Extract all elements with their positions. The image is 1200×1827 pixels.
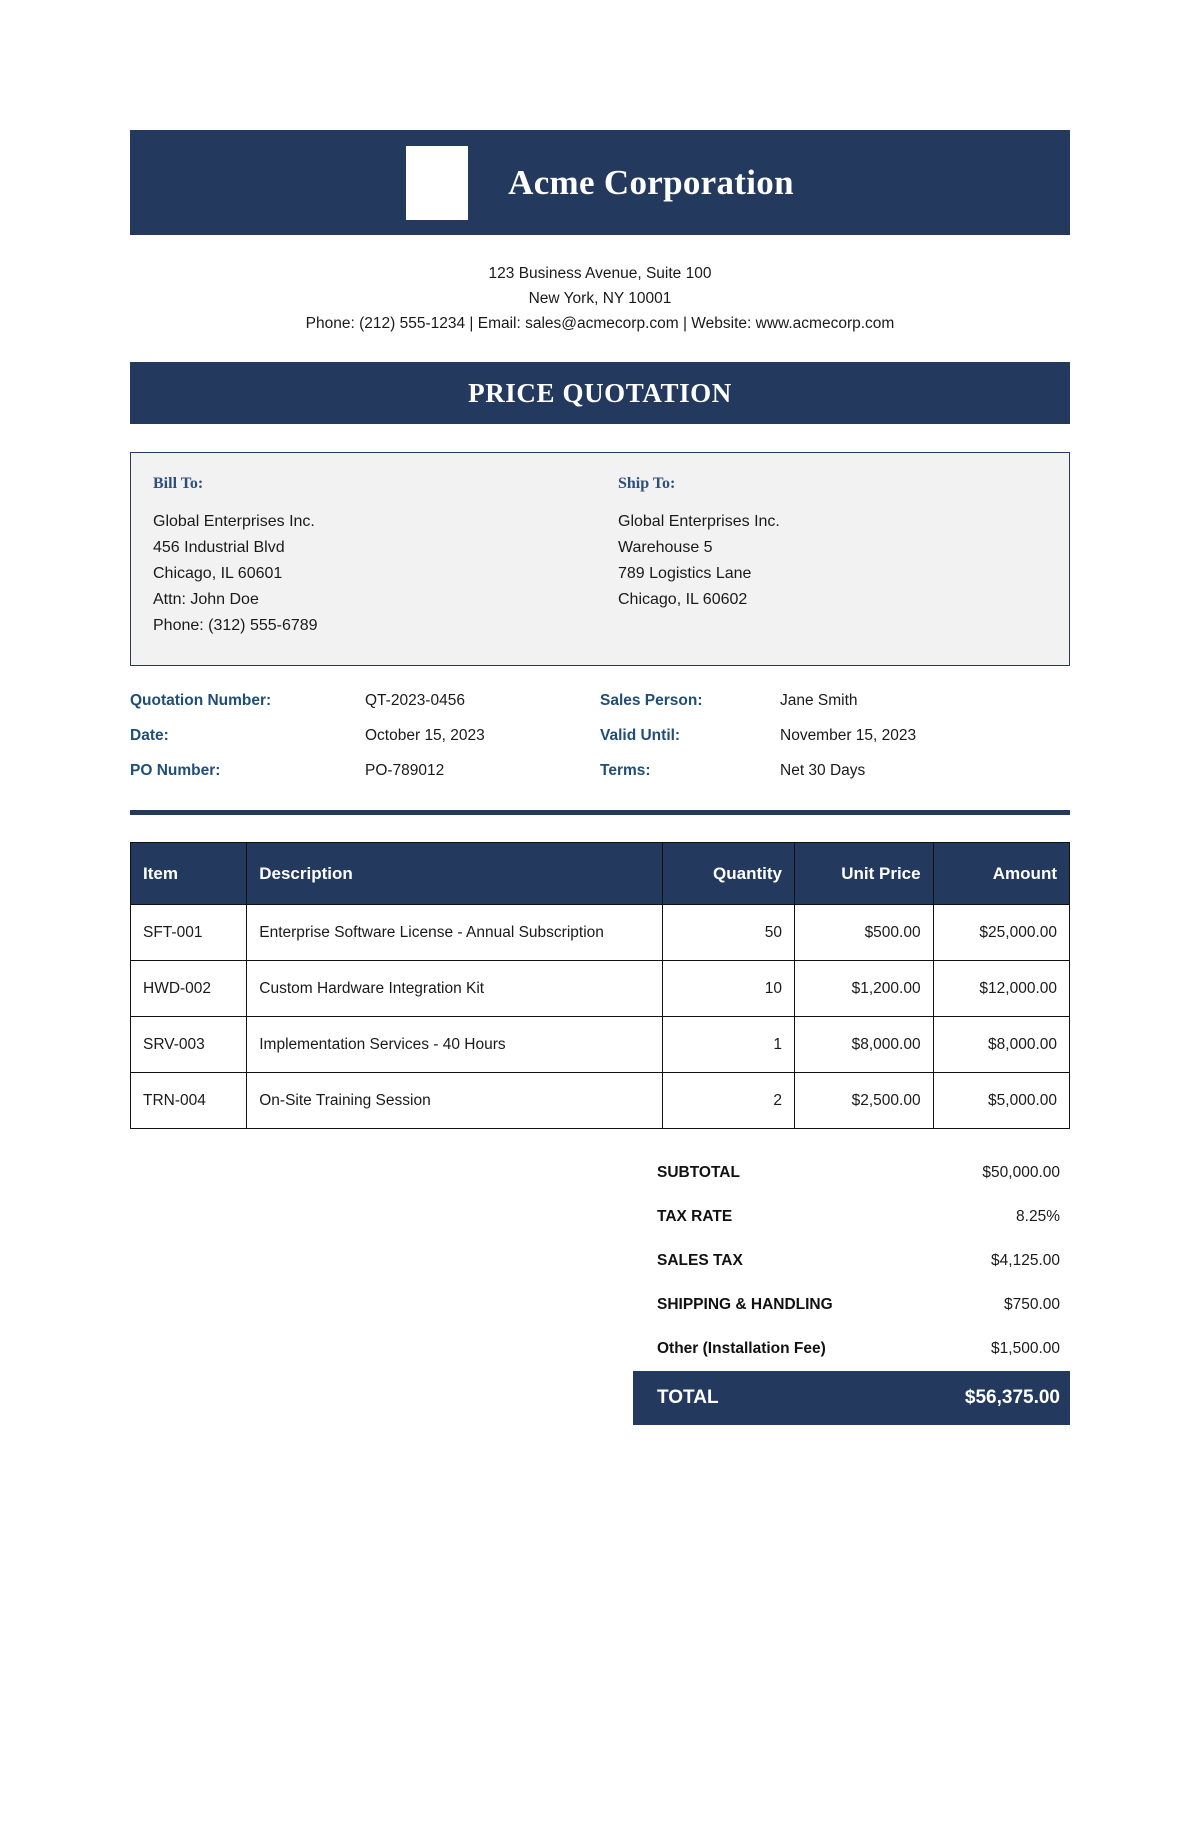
- ship-to-label: Ship To:: [618, 475, 676, 492]
- cell-unit-price: $8,000.00: [794, 1017, 933, 1073]
- table-row: [131, 905, 1070, 961]
- grand-total-value: $56,375.00: [964, 1387, 1060, 1408]
- totals-value: $50,000.00: [982, 1164, 1060, 1181]
- meta-value: November 15, 2023: [780, 727, 917, 744]
- company-address-line2: New York, NY 10001: [528, 290, 672, 307]
- section-divider: [130, 810, 1070, 815]
- cell-amount: $25,000.00: [933, 905, 1069, 961]
- bill-to-line: Global Enterprises Inc.: [153, 513, 315, 530]
- totals-value: $4,125.00: [991, 1252, 1060, 1269]
- company-address-line1: 123 Business Avenue, Suite 100: [488, 265, 712, 282]
- totals-row-subtotal: [633, 1151, 1070, 1195]
- totals-label: SHIPPING & HANDLING: [657, 1296, 833, 1313]
- cell-unit-price: $1,200.00: [794, 961, 933, 1017]
- cell-item: HWD-002: [131, 961, 247, 1017]
- meta-label: PO Number:: [130, 762, 221, 779]
- meta-label: Valid Until:: [600, 727, 681, 744]
- cell-description: Implementation Services - 40 Hours: [247, 1017, 663, 1073]
- company-contact-line: Phone: (212) 555-1234 | Email: sales@acmecorp.com | Website: www.acmecorp.com: [305, 315, 895, 332]
- column-header-quantity: Quantity: [663, 843, 795, 905]
- cell-description: Enterprise Software License - Annual Subscription: [247, 905, 663, 961]
- column-header-unit-price: Unit Price: [794, 843, 933, 905]
- line-items-table: [130, 842, 1070, 1129]
- bill-to-label: Bill To:: [153, 475, 204, 492]
- bill-to-block: [153, 475, 600, 639]
- company-header-banner: [130, 130, 1070, 235]
- totals-row-shipping-handling: [633, 1283, 1070, 1327]
- totals-section: [633, 1151, 1070, 1425]
- cell-amount: $8,000.00: [933, 1017, 1069, 1073]
- totals-value: $750.00: [1003, 1296, 1060, 1313]
- meta-label: Quotation Number:: [130, 692, 272, 709]
- table-row: [131, 1073, 1070, 1129]
- bill-to-line: Chicago, IL 60601: [153, 565, 283, 582]
- cell-unit-price: $2,500.00: [794, 1073, 933, 1129]
- totals-row-tax-rate: [633, 1195, 1070, 1239]
- table-row: [131, 1017, 1070, 1073]
- quotation-document: [0, 130, 1200, 1827]
- meta-value: Jane Smith: [780, 692, 858, 709]
- meta-field-date: [130, 727, 600, 745]
- cell-quantity: 2: [663, 1073, 795, 1129]
- quotation-meta-grid: [130, 692, 1070, 780]
- meta-row: [130, 727, 1070, 745]
- cell-item: SRV-003: [131, 1017, 247, 1073]
- ship-to-line: Chicago, IL 60602: [618, 591, 748, 608]
- cell-quantity: 1: [663, 1017, 795, 1073]
- cell-description: Custom Hardware Integration Kit: [247, 961, 663, 1017]
- column-header-description: Description: [247, 843, 663, 905]
- company-name: Acme Corporation: [508, 162, 794, 202]
- totals-row-other: [633, 1327, 1070, 1371]
- page-title: PRICE QUOTATION: [468, 377, 732, 408]
- grand-total-label: TOTAL: [657, 1387, 719, 1408]
- totals-row-sales-tax: [633, 1239, 1070, 1283]
- totals-label: Other (Installation Fee): [657, 1340, 826, 1357]
- totals-label: TAX RATE: [657, 1208, 733, 1225]
- ship-to-block: [600, 475, 1047, 639]
- totals-value: $1,500.00: [991, 1340, 1060, 1357]
- ship-to-line: Global Enterprises Inc.: [618, 513, 780, 530]
- meta-field-valid-until: [600, 727, 1070, 745]
- meta-row: [130, 692, 1070, 710]
- meta-value: PO-789012: [365, 762, 445, 779]
- totals-row-grand-total: [633, 1371, 1070, 1425]
- meta-field-quotation-number: [130, 692, 600, 710]
- meta-label: Terms:: [600, 762, 651, 779]
- meta-value: October 15, 2023: [365, 727, 485, 744]
- ship-to-line: 789 Logistics Lane: [618, 565, 752, 582]
- cell-quantity: 10: [663, 961, 795, 1017]
- meta-field-sales-person: [600, 692, 1070, 710]
- column-header-amount: Amount: [933, 843, 1069, 905]
- ship-to-line: Warehouse 5: [618, 539, 713, 556]
- meta-value: Net 30 Days: [780, 762, 866, 779]
- totals-label: SALES TAX: [657, 1252, 743, 1269]
- meta-label: Sales Person:: [600, 692, 703, 709]
- meta-label: Date:: [130, 727, 169, 744]
- totals-label: SUBTOTAL: [657, 1164, 740, 1181]
- meta-field-terms: [600, 762, 1070, 780]
- cell-unit-price: $500.00: [794, 905, 933, 961]
- bill-to-line: 456 Industrial Blvd: [153, 539, 285, 556]
- cell-item: TRN-004: [131, 1073, 247, 1129]
- logo-placeholder-icon: [406, 146, 468, 220]
- table-row: [131, 961, 1070, 1017]
- cell-quantity: 50: [663, 905, 795, 961]
- document-title-bar: [130, 362, 1070, 424]
- cell-description: On-Site Training Session: [247, 1073, 663, 1129]
- meta-field-po-number: [130, 762, 600, 780]
- bill-to-line: Phone: (312) 555-6789: [153, 617, 318, 634]
- column-header-item: Item: [131, 843, 247, 905]
- meta-row: [130, 762, 1070, 780]
- company-contact-block: [130, 261, 1070, 336]
- cell-item: SFT-001: [131, 905, 247, 961]
- meta-value: QT-2023-0456: [365, 692, 465, 709]
- cell-amount: $12,000.00: [933, 961, 1069, 1017]
- cell-amount: $5,000.00: [933, 1073, 1069, 1129]
- totals-value: 8.25%: [1016, 1208, 1060, 1225]
- table-header-row: [131, 843, 1070, 905]
- address-panel: [130, 452, 1070, 666]
- bill-to-line: Attn: John Doe: [153, 591, 259, 608]
